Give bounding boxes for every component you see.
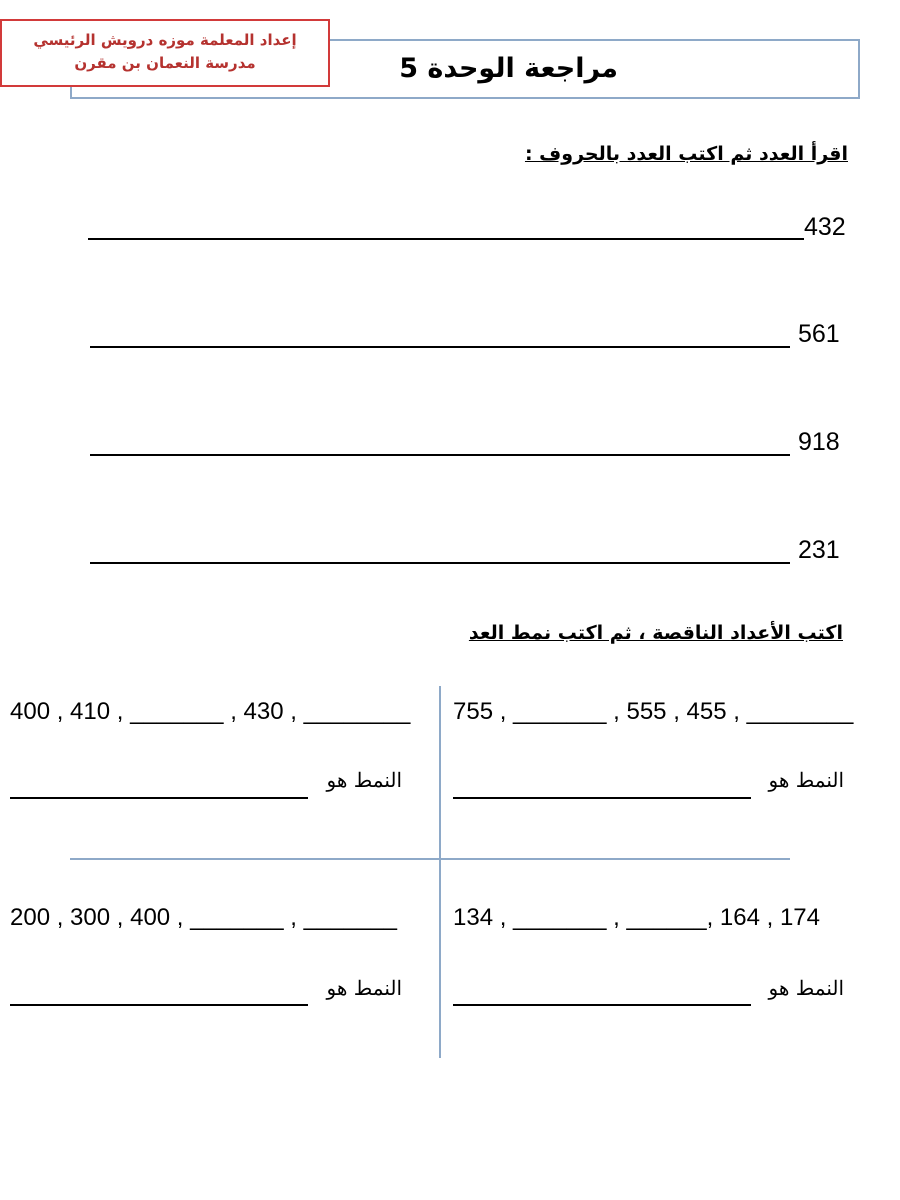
pattern-label-top-left: النمط هو bbox=[326, 768, 402, 792]
answer-line-4[interactable] bbox=[90, 562, 790, 564]
number-4: 231 bbox=[798, 536, 840, 564]
sequence-bottom-right: 134 , _______ , ______, 164 , 174 bbox=[453, 904, 820, 931]
page-title: مراجعة الوحدة 5 bbox=[399, 53, 618, 84]
pattern-line-top-right[interactable] bbox=[453, 797, 751, 799]
pattern-label-bottom-left: النمط هو bbox=[326, 976, 402, 1000]
number-2: 561 bbox=[798, 320, 840, 348]
author-name: إعداد المعلمة موزه درويش الرئيسي bbox=[33, 31, 297, 49]
pattern-line-bottom-left[interactable] bbox=[10, 1004, 308, 1006]
sequence-bottom-left: 200 , 300 , 400 , _______ , _______ bbox=[10, 904, 398, 931]
pattern-line-top-left[interactable] bbox=[10, 797, 308, 799]
number-1: 432 bbox=[804, 213, 846, 241]
answer-line-1[interactable] bbox=[88, 238, 804, 240]
section1-heading: اقرأ العدد ثم اكتب العدد بالحروف : bbox=[524, 143, 848, 165]
sequence-top-left: 400 , 410 , _______ , 430 , ________ bbox=[10, 698, 411, 725]
author-box bbox=[0, 19, 330, 87]
sequence-top-right: 755 , _______ , 555 , 455 , ________ bbox=[453, 698, 854, 725]
pattern-label-top-right: النمط هو bbox=[768, 768, 844, 792]
answer-line-3[interactable] bbox=[90, 454, 790, 456]
section2-heading: اكتب الأعداد الناقصة ، ثم اكتب نمط العد bbox=[468, 622, 843, 644]
grid-horizontal-divider bbox=[70, 858, 790, 860]
school-name: مدرسة النعمان بن مقرن bbox=[74, 54, 256, 72]
answer-line-2[interactable] bbox=[90, 346, 790, 348]
pattern-label-bottom-right: النمط هو bbox=[768, 976, 844, 1000]
pattern-line-bottom-right[interactable] bbox=[453, 1004, 751, 1006]
number-3: 918 bbox=[798, 428, 840, 456]
grid-vertical-divider bbox=[439, 686, 441, 1058]
